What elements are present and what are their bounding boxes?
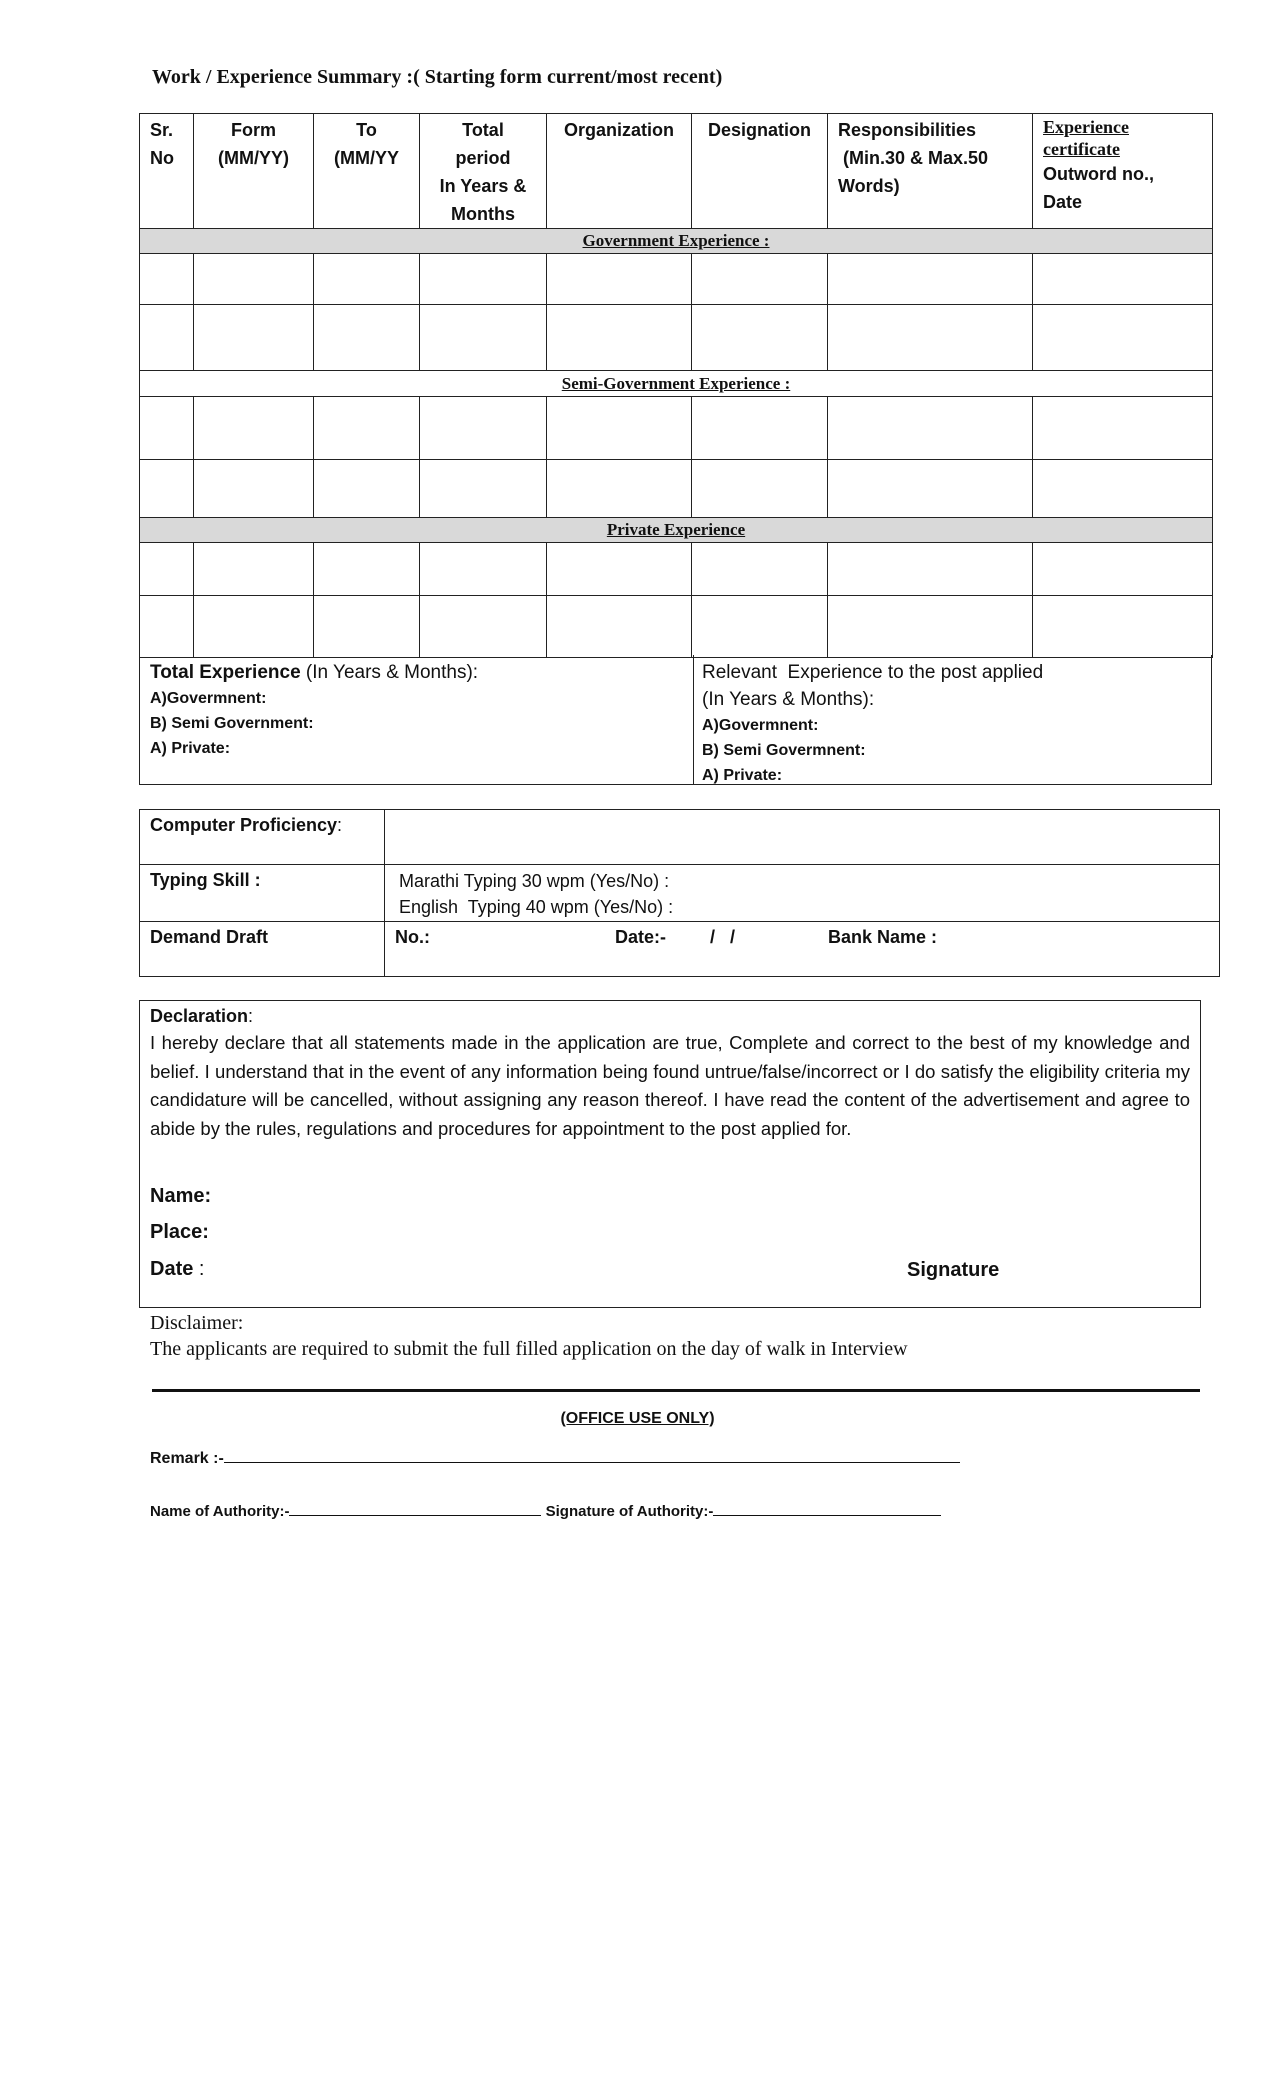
cell-organization[interactable] xyxy=(547,543,692,596)
cell-to[interactable] xyxy=(314,397,420,460)
cell-responsibilities[interactable] xyxy=(828,254,1033,305)
cell-certificate[interactable] xyxy=(1033,305,1213,371)
declaration-box xyxy=(139,1000,1201,1308)
cell-certificate[interactable] xyxy=(1033,543,1213,596)
demand-draft-row xyxy=(140,922,1220,977)
section-government xyxy=(140,229,1213,254)
dd-number-label: No.: xyxy=(395,927,430,947)
signature-field[interactable]: Signature xyxy=(907,1259,1000,1281)
col-header-total-period: Total period In Years & Months xyxy=(420,114,547,229)
col-header-responsibilities: Responsibilities (Min.30 & Max.50 Words) xyxy=(828,114,1033,229)
relevant-govt-field[interactable]: A)Govermnent: xyxy=(702,717,819,734)
table-row xyxy=(140,397,1213,460)
date-field[interactable]: Date : xyxy=(150,1258,205,1280)
cell-designation[interactable] xyxy=(692,305,828,371)
section-private xyxy=(140,518,1213,543)
cell-total-period[interactable] xyxy=(420,460,547,518)
page-title: Work / Experience Summary :( Starting form current/most recent) xyxy=(152,66,723,88)
authority-signature-label: Signature of Authority:- xyxy=(545,1503,714,1520)
cell-responsibilities[interactable] xyxy=(828,596,1033,658)
cell-responsibilities[interactable] xyxy=(828,397,1033,460)
cell-certificate[interactable] xyxy=(1033,254,1213,305)
cell-from[interactable] xyxy=(194,305,314,371)
cell-to[interactable] xyxy=(314,460,420,518)
table-row xyxy=(140,305,1213,371)
cell-organization[interactable] xyxy=(547,254,692,305)
dd-date-label: Date:- xyxy=(615,927,667,947)
cell-responsibilities[interactable] xyxy=(828,543,1033,596)
typing-skill-row xyxy=(140,865,1220,922)
total-experience-box xyxy=(139,655,1212,785)
name-field[interactable]: Name: xyxy=(150,1185,212,1207)
section-label: Semi-Government Experience : xyxy=(140,371,1213,397)
cell-organization[interactable] xyxy=(547,596,692,658)
col-header-to: To (MM/YY xyxy=(314,114,420,229)
table-header-row xyxy=(140,114,1213,229)
cell-sr-no[interactable] xyxy=(140,543,194,596)
computer-proficiency-field[interactable] xyxy=(385,810,1220,865)
cell-from[interactable] xyxy=(194,596,314,658)
remark-line[interactable] xyxy=(224,1448,960,1463)
cell-to[interactable] xyxy=(314,254,420,305)
cell-certificate[interactable] xyxy=(1033,397,1213,460)
col-header-from: Form (MM/YY) xyxy=(194,114,314,229)
col-header-organization: Organization xyxy=(547,114,692,229)
relevant-experience-heading: Relevant Experience to the post applied xyxy=(702,662,1044,683)
cell-responsibilities[interactable] xyxy=(828,305,1033,371)
table-row xyxy=(140,596,1213,658)
relevant-experience-subheading: (In Years & Months): xyxy=(702,689,875,710)
cell-designation[interactable] xyxy=(692,543,828,596)
cell-total-period[interactable] xyxy=(420,596,547,658)
total-experience-section xyxy=(150,659,478,761)
place-field[interactable]: Place: xyxy=(150,1221,209,1243)
cell-sr-no[interactable] xyxy=(140,254,194,305)
disclaimer-text: The applicants are required to submit the full filled application on the day of walk in Interview xyxy=(150,1338,908,1360)
authority-name-line[interactable] xyxy=(289,1501,541,1516)
total-govt-field[interactable]: A)Govermnent: xyxy=(150,690,267,707)
cell-to[interactable] xyxy=(314,305,420,371)
cell-sr-no[interactable] xyxy=(140,596,194,658)
cell-to[interactable] xyxy=(314,543,420,596)
cell-sr-no[interactable] xyxy=(140,397,194,460)
typing-skill-field[interactable] xyxy=(385,865,1220,922)
dd-date-slash: / xyxy=(730,927,736,947)
typing-skill-label: Typing Skill : xyxy=(140,865,385,922)
col-header-experience-certificate: Experience certificate Outword no., Date xyxy=(1033,114,1213,229)
authority-row xyxy=(150,1501,941,1520)
experience-table xyxy=(139,113,1213,658)
cell-designation[interactable] xyxy=(692,596,828,658)
authority-signature-line[interactable] xyxy=(713,1501,941,1516)
cell-to[interactable] xyxy=(314,596,420,658)
dd-date-slash: / xyxy=(710,927,716,947)
skills-table xyxy=(139,809,1220,977)
declaration-text: I hereby declare that all statements made in the application are true, Complete and correct to the best of my knowledge and belief. I understand that in the event of any information being found untrue/false/incorrect or I do satisfy the eligibility criteria my candidature will be cancelled, without assigning any reason thereof. I have read the content of the advertisement and agree to abide by the rules, regulations and procedures for appointment to the post applied for. xyxy=(150,1032,1190,1139)
relevant-private-field[interactable]: A) Private: xyxy=(702,767,783,784)
section-label: Private Experience xyxy=(140,518,1213,543)
cell-designation[interactable] xyxy=(692,397,828,460)
cell-from[interactable] xyxy=(194,254,314,305)
cell-from[interactable] xyxy=(194,460,314,518)
computer-proficiency-row xyxy=(140,810,1220,865)
cell-total-period[interactable] xyxy=(420,254,547,305)
cell-certificate[interactable] xyxy=(1033,460,1213,518)
divider xyxy=(693,655,694,784)
cell-designation[interactable] xyxy=(692,254,828,305)
section-semi-government xyxy=(140,371,1213,397)
relevant-experience-section xyxy=(702,659,1043,788)
cell-from[interactable] xyxy=(194,397,314,460)
horizontal-divider xyxy=(152,1389,1200,1392)
cell-organization[interactable] xyxy=(547,397,692,460)
cell-total-period[interactable] xyxy=(420,305,547,371)
relevant-semi-govt-field[interactable]: B) Semi Govermnent: xyxy=(702,742,866,759)
authority-name-label: Name of Authority:- xyxy=(150,1503,290,1520)
total-semi-govt-field[interactable]: B) Semi Government: xyxy=(150,715,314,732)
cell-certificate[interactable] xyxy=(1033,596,1213,658)
disclaimer-heading: Disclaimer: xyxy=(150,1312,244,1334)
cell-organization[interactable] xyxy=(547,305,692,371)
table-row xyxy=(140,254,1213,305)
dd-bank-name-label: Bank Name : xyxy=(828,927,938,947)
marathi-typing-label: Marathi Typing 30 wpm (Yes/No) : xyxy=(399,871,670,891)
cell-total-period[interactable] xyxy=(420,397,547,460)
computer-proficiency-label: Computer Proficiency: xyxy=(140,810,385,865)
total-private-field[interactable]: A) Private: xyxy=(150,740,231,757)
cell-responsibilities[interactable] xyxy=(828,460,1033,518)
declaration-heading: Declaration: xyxy=(150,1006,254,1026)
cell-total-period[interactable] xyxy=(420,543,547,596)
col-header-designation: Designation xyxy=(692,114,828,229)
cell-designation[interactable] xyxy=(692,460,828,518)
remark-label: Remark :- xyxy=(150,1450,224,1467)
cell-sr-no[interactable] xyxy=(140,305,194,371)
col-header-sr-no: Sr. No xyxy=(140,114,194,229)
english-typing-label: English Typing 40 wpm (Yes/No) : xyxy=(399,897,674,917)
table-row xyxy=(140,460,1213,518)
office-use-heading: (OFFICE USE ONLY) xyxy=(560,1410,715,1427)
total-experience-heading: Total Experience (In Years & Months): xyxy=(150,662,479,683)
demand-draft-field[interactable] xyxy=(385,922,1220,977)
demand-draft-label: Demand Draft xyxy=(140,922,385,977)
table-row xyxy=(140,543,1213,596)
cell-from[interactable] xyxy=(194,543,314,596)
section-label: Government Experience : xyxy=(140,229,1213,254)
cell-sr-no[interactable] xyxy=(140,460,194,518)
remark-row xyxy=(150,1448,960,1468)
cell-organization[interactable] xyxy=(547,460,692,518)
